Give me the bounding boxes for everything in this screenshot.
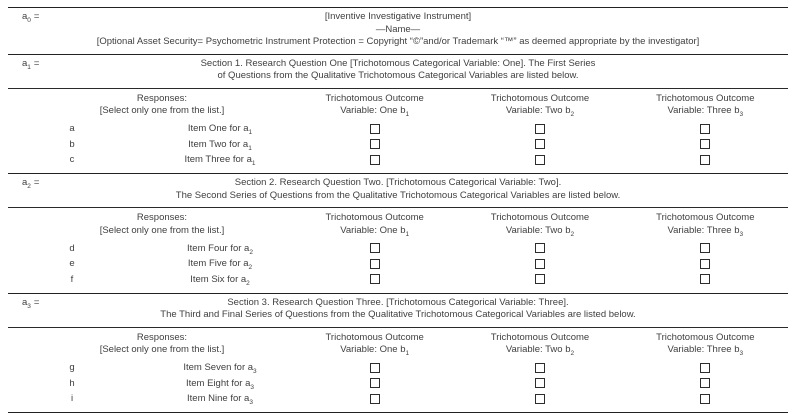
outcome-2-cell — [457, 155, 622, 165]
table-row — [8, 121, 788, 137]
response-checkbox[interactable] — [700, 139, 710, 149]
equals-sign: = — [33, 177, 40, 189]
outcome-3-cell — [623, 274, 788, 284]
outcome-1-cell — [292, 124, 457, 134]
row-letter: b — [69, 138, 75, 150]
outcome-2-cell — [457, 394, 622, 404]
table-row — [8, 375, 788, 391]
table-row — [8, 256, 788, 272]
response-checkbox[interactable] — [535, 139, 545, 149]
item-label: Item Five for $a_2$ — [187, 258, 253, 271]
section-1-heading — [8, 54, 788, 88]
row-label-subscript: 3 — [27, 302, 31, 310]
row-letter: f — [70, 273, 74, 285]
response-checkbox[interactable] — [535, 274, 545, 284]
row-label-a2 — [22, 177, 39, 190]
outcome-1-cell — [292, 155, 457, 165]
outcome-3-cell — [623, 259, 788, 269]
outcome-2-cell — [457, 124, 622, 134]
equals-sign: = — [33, 57, 40, 69]
response-checkbox[interactable] — [370, 259, 380, 269]
response-checkbox[interactable] — [370, 155, 380, 165]
outcome-1-cell — [292, 139, 457, 149]
instrument-title-block — [8, 7, 788, 54]
outcome-2-cell — [457, 259, 622, 269]
row-label-base: a — [22, 177, 28, 189]
table-row — [8, 271, 788, 287]
outcome-3-cell — [623, 124, 788, 134]
outcome-header-2: Trichotomous Outcome Variable: Two $b_2$ — [490, 331, 590, 358]
outcome-1-cell — [292, 243, 457, 253]
section-3-body — [8, 327, 788, 412]
item-label: Item Nine for $a_3$ — [187, 393, 253, 406]
row-label-a1 — [22, 58, 39, 71]
section-3-column-headers — [8, 328, 788, 360]
outcome-2-cell — [457, 378, 622, 388]
section-1-body — [8, 88, 788, 173]
table-row — [8, 391, 788, 407]
outcome-header-2: Trichotomous Outcome Variable: Two $b_2$ — [490, 212, 590, 238]
response-checkbox[interactable] — [370, 363, 380, 373]
responses-header-line-2: [Select only one from the list.] — [99, 224, 225, 236]
response-checkbox[interactable] — [700, 243, 710, 253]
response-checkbox[interactable] — [535, 378, 545, 388]
outcome-header-1: Trichotomous Outcome Variable: One $b_1$ — [325, 212, 424, 238]
row-letter: c — [69, 154, 75, 166]
response-checkbox[interactable] — [370, 378, 380, 388]
responses-header-line-2: [Select only one from the list.] — [99, 344, 225, 356]
response-checkbox[interactable] — [535, 155, 545, 165]
outcome-2-cell — [457, 243, 622, 253]
outcome-3-cell — [623, 139, 788, 149]
outcome-header-3: Trichotomous Outcome Variable: Three $b_3$ — [656, 92, 755, 119]
response-checkbox[interactable] — [700, 155, 710, 165]
item-label: Item One for $a_1$ — [187, 123, 253, 136]
responses-header — [8, 332, 292, 357]
section-2-heading — [8, 173, 788, 207]
table-bottom-rule — [8, 412, 788, 413]
row-letter: i — [70, 393, 74, 405]
row-letter: g — [69, 362, 75, 374]
item-label: Item Seven for $a_3$ — [183, 362, 257, 375]
outcome-1-cell — [292, 274, 457, 284]
responses-header-line-1: Responses: — [136, 92, 188, 104]
table-row — [8, 152, 788, 168]
outcome-1-cell — [292, 363, 457, 373]
response-checkbox[interactable] — [700, 394, 710, 404]
item-label: Item Four for $a_2$ — [187, 242, 253, 256]
responses-header-line-1: Responses: — [136, 212, 188, 224]
outcome-2-cell — [457, 139, 622, 149]
row-letter: e — [69, 258, 75, 270]
section-1-heading-line-2: of Questions from the Qualitative Trichotomous Categorical Variables are listed below. — [217, 70, 579, 82]
section-1-column-headers — [8, 89, 788, 121]
outcome-3-cell — [623, 243, 788, 253]
table-row — [8, 240, 788, 256]
row-letter: d — [69, 242, 75, 254]
section-3-heading — [8, 293, 788, 327]
response-checkbox[interactable] — [370, 274, 380, 284]
section-2-heading-line-2: The Second Series of Questions from the Qualitative Trichotomous Categorical Variables are listed below. — [175, 189, 621, 201]
item-label: Item Six for $a_2$ — [190, 273, 250, 287]
instrument-copyright-line: [Optional Asset Security= Psychometric Instrument Protection = Copyright “©”and/or Trademark “™” as deemed appropriate by the investigator] — [96, 36, 700, 48]
response-checkbox[interactable] — [535, 363, 545, 373]
outcome-header-1: Trichotomous Outcome Variable: One $b_1$ — [325, 92, 424, 119]
responses-header-line-1: Responses: — [136, 331, 188, 343]
response-checkbox[interactable] — [370, 124, 380, 134]
item-label: Item Two for $a_1$ — [188, 138, 252, 152]
response-checkbox[interactable] — [370, 243, 380, 253]
outcome-1-cell — [292, 378, 457, 388]
outcome-header-2: Trichotomous Outcome Variable: Two $b_2$ — [490, 92, 590, 119]
outcome-3-cell — [623, 363, 788, 373]
row-label-a0 — [22, 11, 39, 24]
section-2-heading-line-1: Section 2. Research Question Two. [Trichotomous Categorical Variable: Two]. — [234, 177, 562, 189]
outcome-header-3: Trichotomous Outcome Variable: Three $b_3$ — [656, 331, 755, 358]
responses-header — [8, 93, 292, 118]
row-label-subscript: 1 — [27, 63, 31, 71]
responses-header — [8, 212, 292, 237]
outcome-header-1: Trichotomous Outcome Variable: One $b_1$ — [325, 331, 424, 358]
outcome-3-cell — [623, 394, 788, 404]
response-checkbox[interactable] — [535, 394, 545, 404]
instrument-name-line: —Name— — [375, 23, 421, 35]
equals-sign: = — [33, 11, 40, 22]
outcome-2-cell — [457, 363, 622, 373]
section-1-heading-line-1: Section 1. Research Question One [Trichotomous Categorical Variable: One]. The First Series — [200, 57, 596, 69]
response-checkbox[interactable] — [370, 139, 380, 149]
item-label: Item Three for $a_1$ — [184, 154, 256, 167]
outcome-3-cell — [623, 155, 788, 165]
row-label-subscript: 2 — [27, 183, 31, 191]
response-checkbox[interactable] — [535, 259, 545, 269]
row-letter: h — [69, 377, 75, 389]
response-checkbox[interactable] — [370, 394, 380, 404]
row-label-subscript: 0 — [27, 16, 31, 24]
outcome-2-cell — [457, 274, 622, 284]
row-label-a3 — [22, 297, 39, 310]
response-checkbox[interactable] — [535, 243, 545, 253]
responses-header-line-2: [Select only one from the list.] — [99, 105, 225, 117]
outcome-3-cell — [623, 378, 788, 388]
outcome-1-cell — [292, 394, 457, 404]
table-row — [8, 136, 788, 152]
response-checkbox[interactable] — [700, 378, 710, 388]
response-checkbox[interactable] — [535, 124, 545, 134]
equals-sign: = — [33, 296, 40, 308]
row-label-base: a — [22, 57, 28, 69]
section-2-column-headers — [8, 208, 788, 240]
table-row — [8, 360, 788, 376]
row-label-base: a — [22, 11, 28, 22]
response-checkbox[interactable] — [700, 124, 710, 134]
row-label-base: a — [22, 296, 28, 308]
outcome-1-cell — [292, 259, 457, 269]
response-checkbox[interactable] — [700, 274, 710, 284]
section-2-body — [8, 207, 788, 292]
section-3-heading-line-2: The Third and Final Series of Questions from the Qualitative Trichotomous Categorical Variables are listed below. — [160, 309, 636, 321]
instrument-title: [Inventive Investigative Instrument] — [324, 11, 472, 22]
response-checkbox[interactable] — [700, 259, 710, 269]
response-checkbox[interactable] — [700, 363, 710, 373]
instrument-table — [8, 7, 788, 413]
item-label: Item Eight for $a_3$ — [185, 377, 255, 391]
outcome-header-3: Trichotomous Outcome Variable: Three $b_3$ — [656, 212, 755, 238]
row-letter: a — [69, 123, 75, 135]
section-3-heading-line-1: Section 3. Research Question Three. [Trichotomous Categorical Variable: Three]. — [227, 296, 569, 308]
